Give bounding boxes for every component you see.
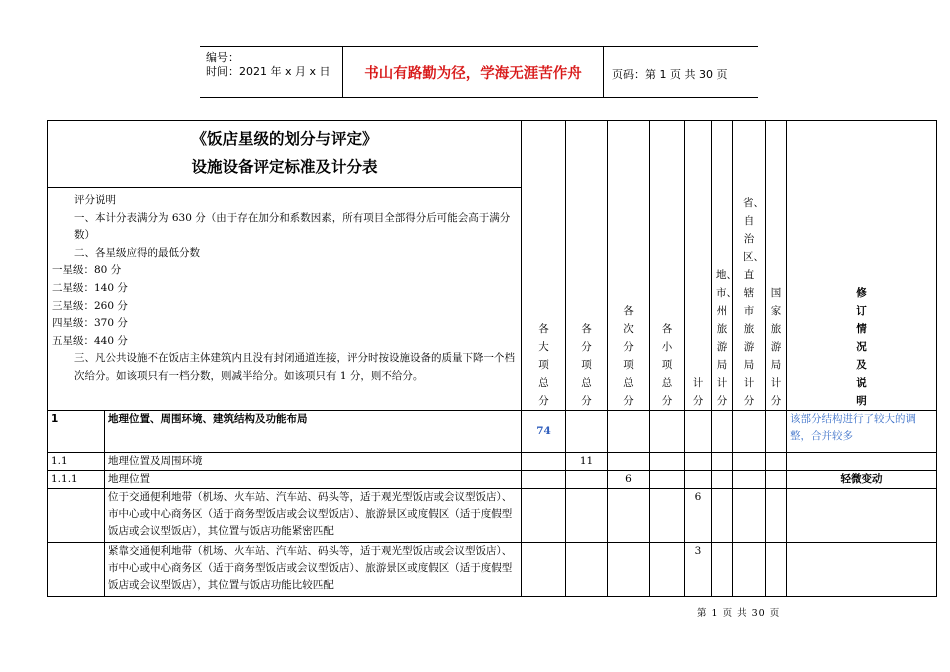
table-header-row [48,121,937,411]
col-header-subsub-total: 各次分项总分 [608,121,650,411]
row-revision [787,543,937,597]
row-desc: 紧靠交通便利地带（机场、火车站、汽车站、码头等，适于观光型饭店或会议型饭店）、市中心或中心商务区（适于商务型饭店或会议型饭店）、旅游景区或度假区（适于度假型饭店或会议型饭店），其位置与饭店功能比较匹配 [105,543,522,597]
title-notes-cell [48,121,522,411]
row-minor-total [650,453,685,471]
page-footer: 第 1 页 共 30 页 [697,608,781,619]
row-revision [787,489,937,543]
col-header-revision: 修订情况及说明 [787,121,937,411]
row-score: 6 [685,489,712,543]
row-national-score [766,453,787,471]
row-minor-total [650,543,685,597]
title-line-1: 《饭店星级的划分与评定》 [191,129,378,148]
row-subsub-total [608,489,650,543]
motto: 书山有路勤为径，学海无涯苦作舟 [342,47,604,97]
row-sub-total [566,543,608,597]
row-score [685,471,712,489]
table-title [48,121,521,181]
note-line: 四星级：370 分 [52,317,128,330]
row-major-total [522,471,566,489]
row-major-total: 74 [522,411,566,453]
row-minor-total [650,471,685,489]
col-header-major-total: 各大项总分 [522,121,566,411]
row-major-total [522,453,566,471]
row-desc: 地理位置及周围环境 [105,453,522,471]
row-city-score [712,471,733,489]
serial-label: 编号： [206,51,239,64]
table-row [48,411,937,453]
row-major-total [522,489,566,543]
row-city-score [712,453,733,471]
note-line: 三星级：260 分 [52,299,128,312]
col-header-province-bureau: 省、自治区、直辖市旅游局计分 [733,121,766,411]
row-revision [787,453,937,471]
row-minor-total [650,411,685,453]
row-score [685,453,712,471]
row-subsub-total [608,543,650,597]
note-line: 五星级：440 分 [52,334,128,347]
title-line-2: 设施设备评定标准及计分表 [191,157,378,176]
row-province-score [733,543,766,597]
row-code: 1.1 [48,453,105,471]
document-header [200,46,758,98]
row-subsub-total [608,453,650,471]
row-desc: 地理位置、周围环境、建筑结构及功能布局 [105,411,522,453]
row-code [48,543,105,597]
row-subsub-total: 6 [608,471,650,489]
time-label: 时间：2021 年 x 月 x 日 [206,65,331,78]
row-code: 1 [48,411,105,453]
col-header-city-bureau: 地、市、州旅游局计分 [712,121,733,411]
row-score: 3 [685,543,712,597]
page-label: 页码：第 1 页 共 30 页 [612,68,728,81]
row-city-score [712,411,733,453]
row-sub-total: 11 [566,453,608,471]
row-subsub-total [608,411,650,453]
header-meta [206,51,331,79]
note-line: 二星级：140 分 [52,281,128,294]
table-row [48,543,937,597]
row-revision: 轻微变动 [787,471,937,489]
row-national-score [766,543,787,597]
row-province-score [733,411,766,453]
col-header-minor-total: 各小项总分 [650,121,685,411]
table-row [48,453,937,471]
row-city-score [712,543,733,597]
note-line: 三、凡公共设施不在饭店主体建筑内且没有封闭通道连接，评分时按设施设备的质量下降一个档次给分。如该项只有一档分数，则减半给分。如该项只有 1 分，则不给分。 [74,352,515,382]
row-sub-total [566,489,608,543]
row-major-total [522,543,566,597]
row-sub-total [566,411,608,453]
row-province-score [733,489,766,543]
row-code [48,489,105,543]
note-line: 一、本计分表满分为 630 分（由于存在加分和系数因素，所有项目全部得分后可能会高于满分数） [74,211,511,242]
row-national-score [766,489,787,543]
scoring-notes [48,187,521,388]
col-header-national-bureau: 国家旅游局计分 [766,121,787,411]
col-header-sub-total: 各分项总分 [566,121,608,411]
score-table [47,120,937,597]
row-province-score [733,453,766,471]
note-line: 评分说明 [74,194,116,206]
table-row [48,489,937,543]
row-city-score [712,489,733,543]
row-province-score [733,471,766,489]
row-minor-total [650,489,685,543]
row-national-score [766,411,787,453]
row-sub-total [566,471,608,489]
row-revision: 该部分结构进行了较大的调整，合并较多 [787,411,937,453]
note-line: 二、各星级应得的最低分数 [74,246,200,259]
row-desc: 地理位置 [105,471,522,489]
col-header-score: 计分 [685,121,712,411]
table-row [48,471,937,489]
row-desc: 位于交通便利地带（机场、火车站、汽车站、码头等，适于观光型饭店或会议型饭店）、市中心或中心商务区（适于商务型饭店或会议型饭店）、旅游景区或度假区（适于度假型饭店或会议型饭店），其位置与饭店功能紧密匹配 [105,489,522,543]
row-code: 1.1.1 [48,471,105,489]
note-line: 一星级：80 分 [52,264,122,277]
row-national-score [766,471,787,489]
row-score [685,411,712,453]
